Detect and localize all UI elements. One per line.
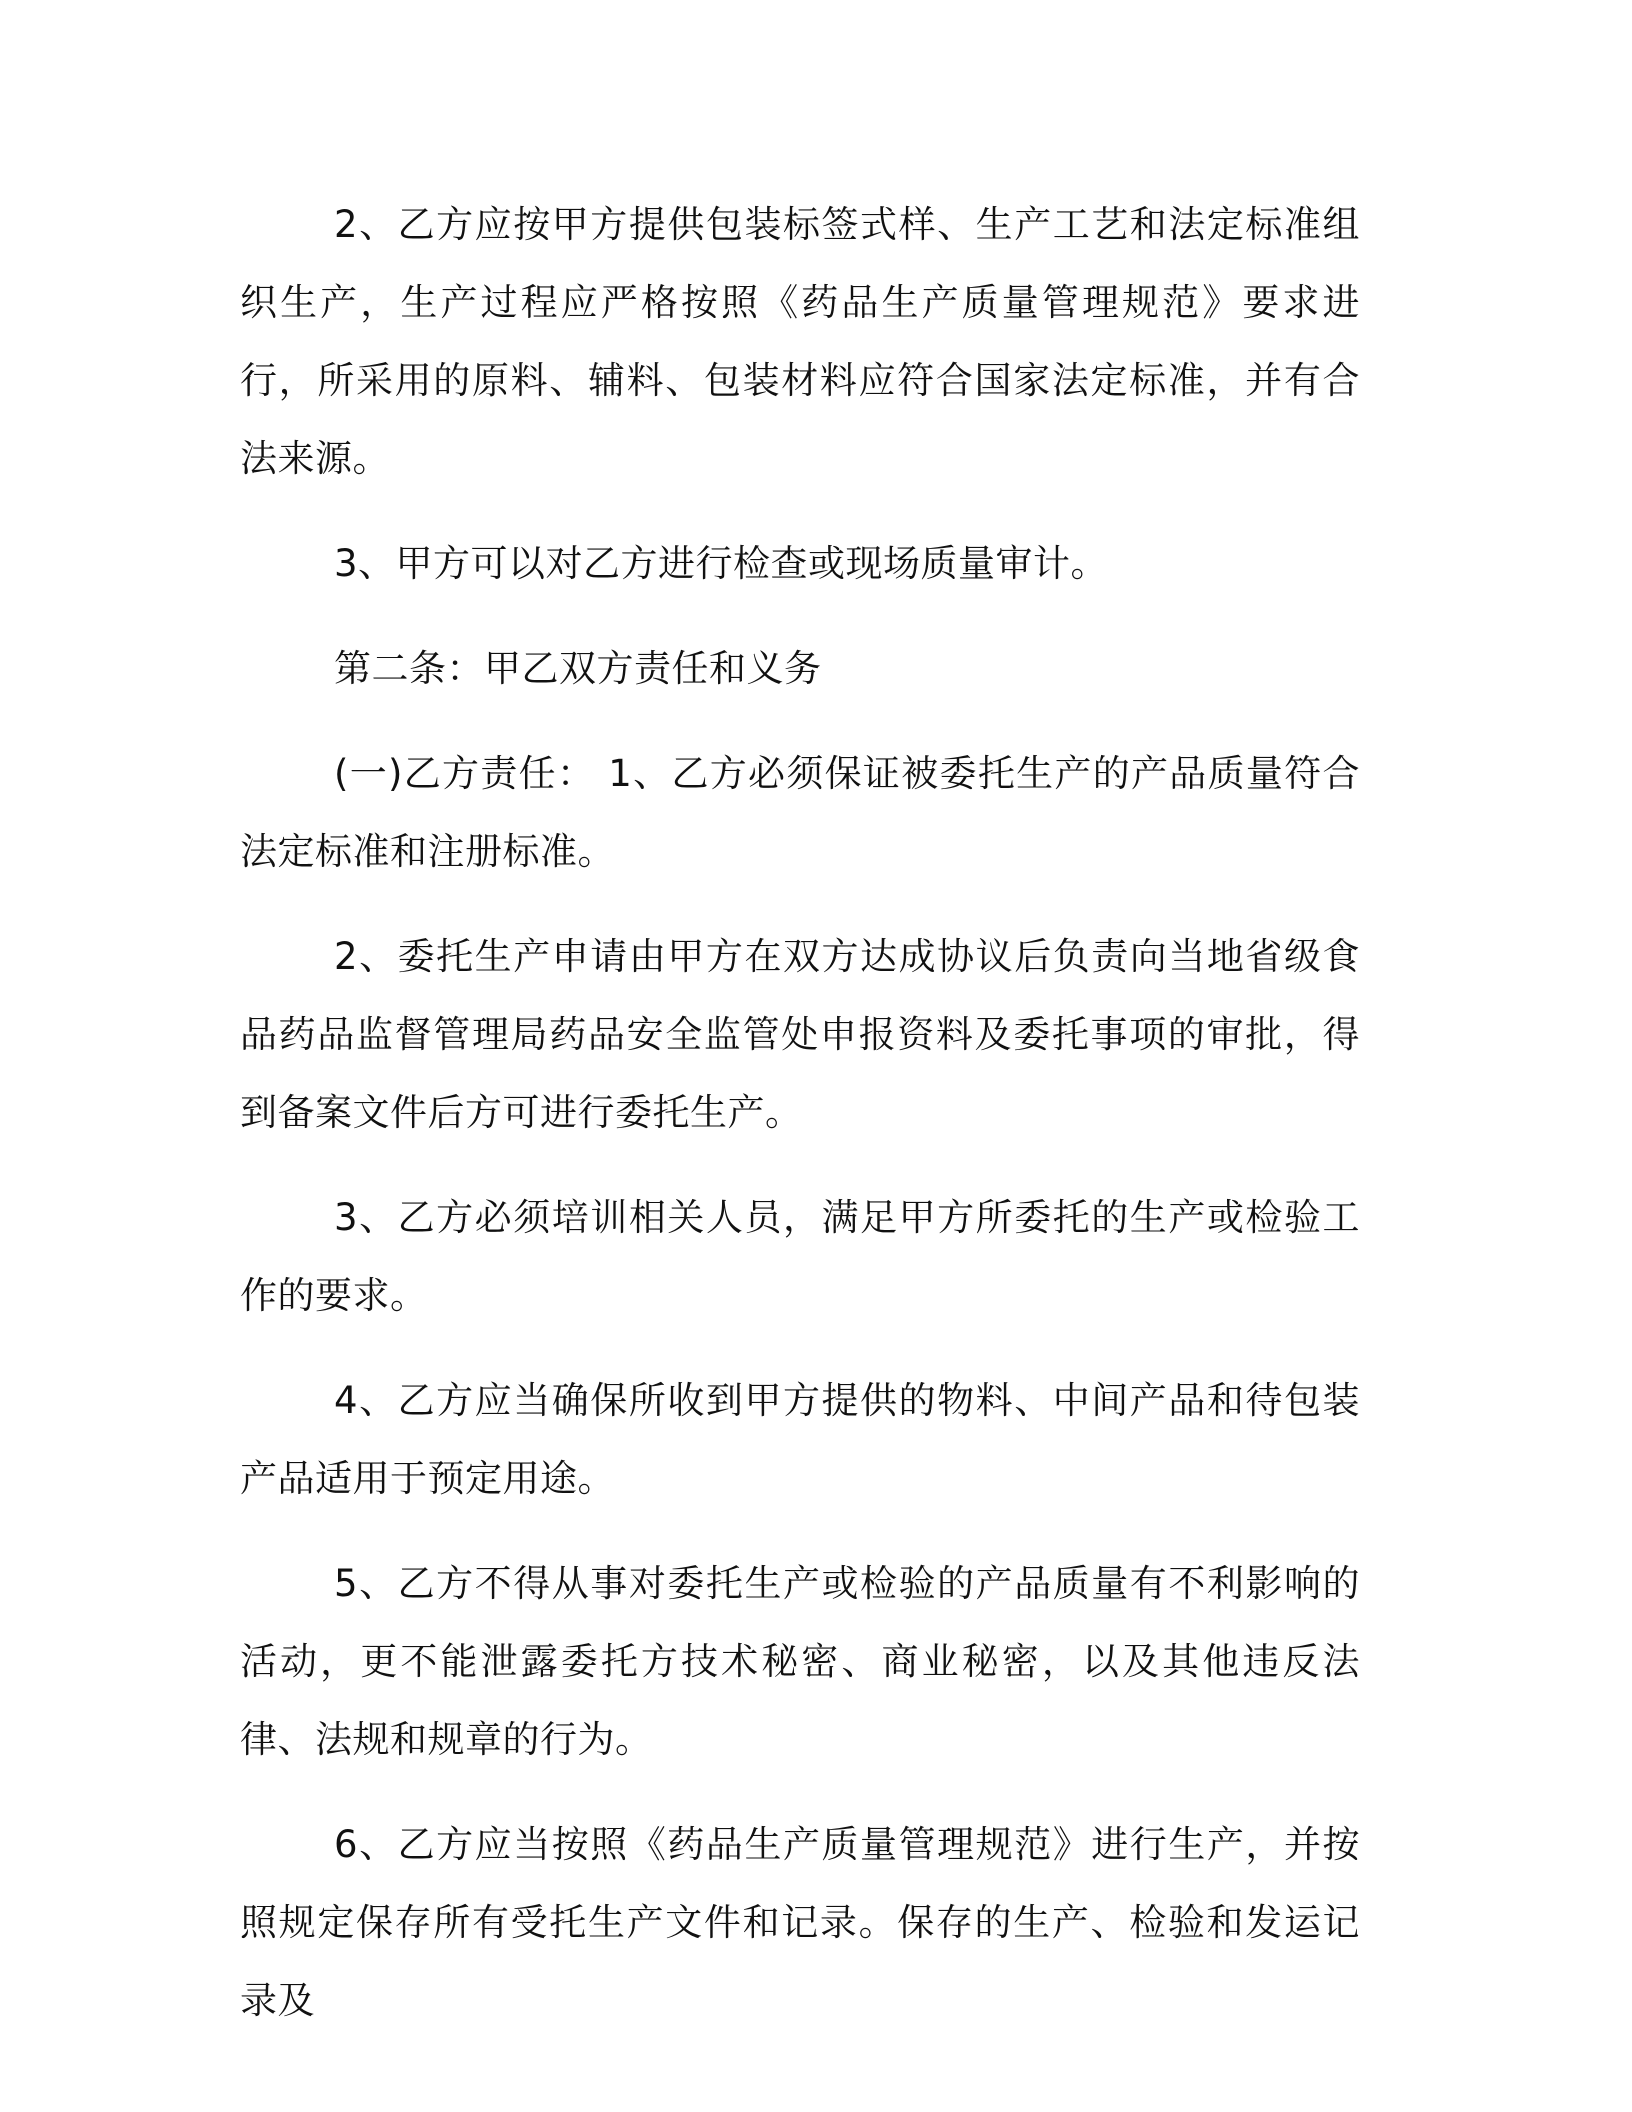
paragraph-party-b-duty-1: (一)乙方责任： 1、乙方必须保证被委托生产的产品质量符合法定标准和注册标准。 xyxy=(240,752,1360,873)
section-heading-article-2: 第二条：甲乙双方责任和义务 xyxy=(334,647,822,690)
paragraph-party-b-duty-5: 5、乙方不得从事对委托生产或检验的产品质量有不利影响的活动，更不能泄露委托方技术秘密、商业秘密，以及其他违反法律、法规和规章的行为。 xyxy=(240,1562,1360,1761)
paragraph-party-b-duty-3: 3、乙方必须培训相关人员，满足甲方所委托的生产或检验工作的要求。 xyxy=(240,1196,1360,1317)
paragraph-clause-3-audit: 3、甲方可以对乙方进行检查或现场质量审计。 xyxy=(334,542,1109,585)
document-body xyxy=(240,186,1360,2067)
paragraph-party-b-duty-6: 6、乙方应当按照《药品生产质量管理规范》进行生产，并按照规定保存所有受托生产文件和记录。保存的生产、检验和发运记录及 xyxy=(240,1823,1360,2022)
paragraph-clause-2-production: 2、乙方应按甲方提供包装标签式样、生产工艺和法定标准组织生产，生产过程应严格按照《药品生产质量管理规范》要求进行，所采用的原料、辅料、包装材料应符合国家法定标准，并有合法来源。 xyxy=(240,203,1360,480)
paragraph-party-b-duty-4: 4、乙方应当确保所收到甲方提供的物料、中间产品和待包装产品适用于预定用途。 xyxy=(240,1379,1360,1500)
paragraph-party-b-duty-2: 2、委托生产申请由甲方在双方达成协议后负责向当地省级食品药品监督管理局药品安全监管处申报资料及委托事项的审批，得到备案文件后方可进行委托生产。 xyxy=(240,935,1360,1134)
